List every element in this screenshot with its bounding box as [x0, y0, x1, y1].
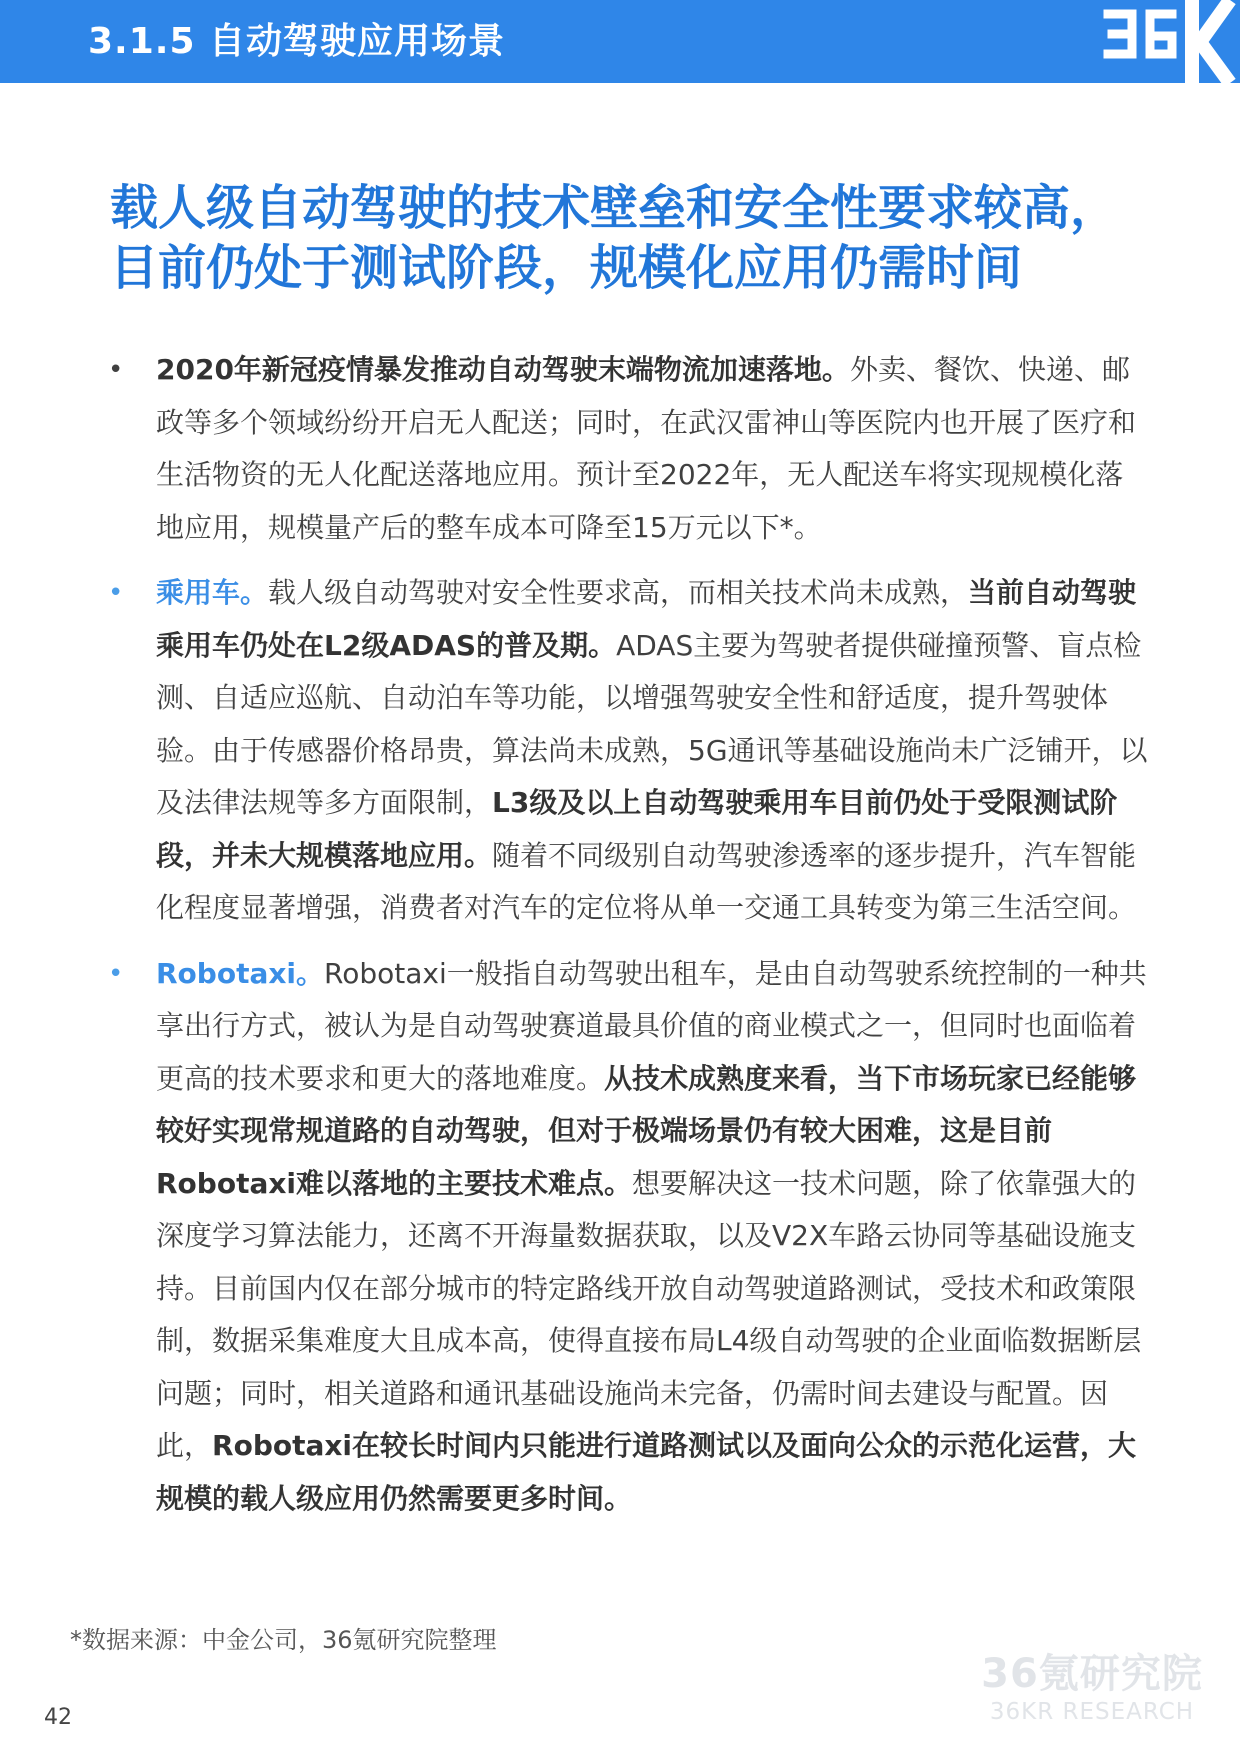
bullet-passenger-car-bold-1: 当前自动驾驶乘用车仍处在L2级ADAS的普及期。	[156, 576, 1137, 662]
bullet-robotaxi-text-2: 想要解决这一技术问题，除了依靠强大的深度学习算法能力，还离不开海量数据获取，以及V2X车路云协同等基础设施支持。目前国内仅在部分城市的特定路线开放自动驾驶道路测试，受技术和政策限制，数据采集难度大且成本高，使得直接布局L4级自动驾驶的企业面临数据断层问题；同时，相关道路和通讯基础设施尚未完备，仍需时间去建设与配置。因此，	[156, 1166, 1142, 1462]
bullet-marker: •	[108, 578, 124, 608]
watermark-en: 36KR RESEARCH	[989, 1699, 1195, 1725]
header-bar	[0, 0, 1240, 83]
bullet-logistics	[108, 344, 1148, 554]
headline-line-2: 目前仍处于测试阶段，规模化应用仍需时间	[110, 240, 1023, 296]
bullet-logistics-body: 外卖、餐饮、快递、邮政等多个领域纷纷开启无人配送；同时，在武汉雷神山等医院内也开展了医疗和生活物资的无人化配送落地应用。预计至2022年，无人配送车将实现规模化落地应用，规模量产后的整车成本可降至15万元以下*。	[156, 353, 1137, 544]
bullet-passenger-car-text-2: ADAS主要为驾驶者提供碰撞预警、盲点检测、自适应巡航、自动泊车等功能，以增强驾驶安全性和舒适度，提升驾驶体验。由于传感器价格昂贵，算法尚未成熟，5G通讯等基础设施尚未广泛铺开，以及法律法规等多方面限制，	[156, 628, 1148, 819]
bullet-passenger-car-text-3: 随着不同级别自动驾驶渗透率的逐步提升，汽车智能化程度显著增强，消费者对汽车的定位将从单一交通工具转变为第三生活空间。	[156, 838, 1137, 924]
bullet-passenger-car	[108, 567, 1148, 935]
bullet-robotaxi-bold-2: Robotaxi在较长时间内只能进行道路测试以及面向公众的示范化运营，大规模的载人级应用仍然需要更多时间。	[156, 1429, 1137, 1515]
page-number: 42	[44, 1705, 72, 1730]
bullet-robotaxi-text-1: Robotaxi一般指自动驾驶出租车，是由自动驾驶系统控制的一种共享出行方式，被认为是自动驾驶赛道最具价值的商业模式之一，但同时也面临着更高的技术要求和更大的落地难度。	[156, 956, 1147, 1095]
bullet-list	[108, 344, 1148, 1538]
headline-line-1: 载人级自动驾驶的技术壁垒和安全性要求较高，	[110, 180, 1119, 236]
bullet-robotaxi-bold-1: 从技术成熟度来看，当下市场玩家已经能够较好实现常规道路的自动驾驶，但对于极端场景仍有较大困难，这是目前Robotaxi难以落地的主要技术难点。	[156, 1061, 1137, 1200]
bullet-robotaxi	[108, 948, 1148, 1526]
section-title: 3.1.5 自动驾驶应用场景	[88, 21, 506, 62]
36kr-logo	[1080, 0, 1240, 83]
bullet-passenger-car-bold-2: L3级及以上自动驾驶乘用车目前仍处于受限测试阶段，并未大规模落地应用。	[156, 786, 1118, 872]
data-source-note: *数据来源：中金公司，36氪研究院整理	[70, 1626, 497, 1654]
36kr-research-watermark	[972, 1650, 1212, 1726]
watermark-cn: 36氪研究院	[981, 1651, 1203, 1697]
bullet-logistics-lead: 2020年新冠疫情暴发推动自动驾驶末端物流加速落地。	[156, 353, 850, 386]
bullet-robotaxi-title: Robotaxi。	[156, 956, 325, 990]
bullet-passenger-car-text-1: 载人级自动驾驶对安全性要求高，而相关技术尚未成熟，	[268, 576, 969, 609]
bullet-passenger-car-title: 乘用车。	[156, 576, 269, 609]
bullet-marker: •	[108, 355, 124, 385]
headline	[110, 178, 1170, 298]
bullet-marker: •	[108, 958, 124, 989]
